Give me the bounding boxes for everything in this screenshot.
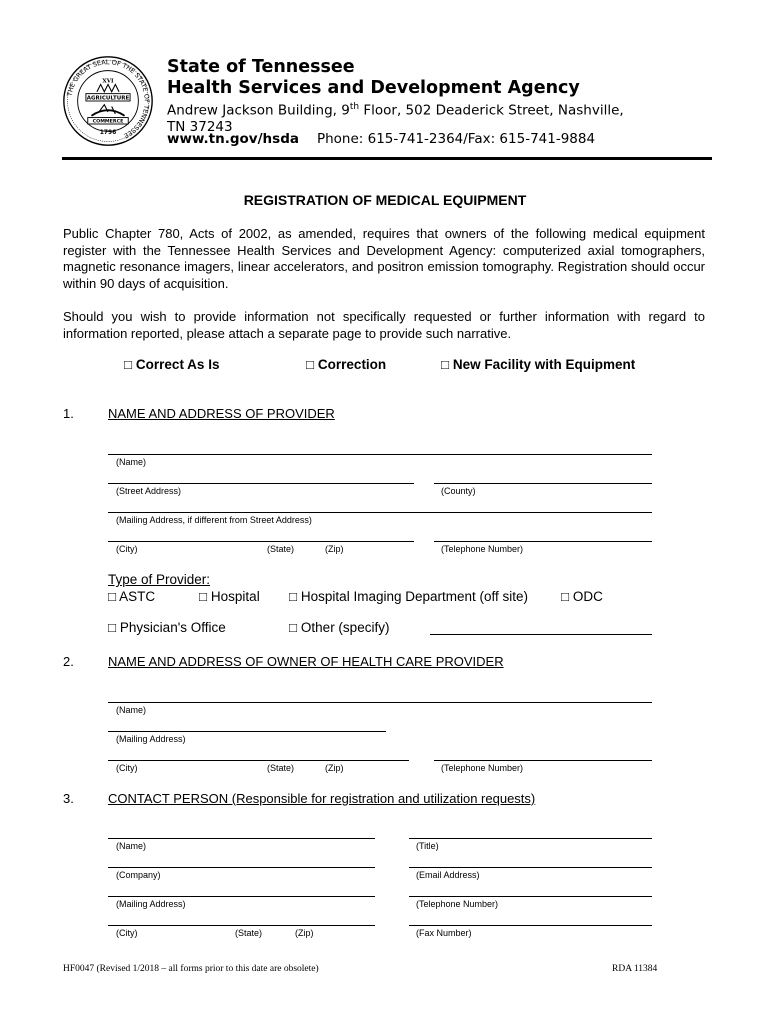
svg-text:COMMERCE: COMMERCE [92,119,124,125]
form-title: REGISTRATION OF MEDICAL EQUIPMENT [243,192,527,208]
svg-text:THE GREAT SEAL OF THE STATE OF: THE GREAT SEAL OF THE STATE OF TENNESSEE [65,58,151,140]
section-1-number: 1. [63,406,74,421]
checkbox-icon: □ [108,620,117,635]
checkbox-hospital[interactable]: □ Hospital [199,589,260,604]
svg-text:1796: 1796 [99,129,117,137]
contact-email-field[interactable] [409,867,652,868]
checkbox-icon: □ [108,589,117,604]
provider-name-label: (Name) [116,457,147,467]
contact-row [167,131,595,147]
provider-city-label: (City) [116,544,138,554]
section-2-number: 2. [63,654,74,669]
checkbox-physicians-office[interactable]: □ Physician's Office [108,620,226,635]
provider-mailing-label: (Mailing Address, if different from Street Address) [116,515,312,525]
contact-company-label: (Company) [116,870,161,880]
contact-name-field[interactable] [108,838,375,839]
section-3-title: CONTACT PERSON (Responsible for registration and utilization requests) [108,791,536,806]
owner-phone-field[interactable] [434,760,652,761]
contact-zip-label: (Zip) [295,928,314,938]
section-2-title: NAME AND ADDRESS OF OWNER OF HEALTH CARE PROVIDER [108,654,504,669]
checkbox-other[interactable]: □ Other (specify) [289,620,390,635]
section-3-number: 3. [63,791,74,806]
owner-state-label: (State) [267,763,295,773]
checkbox-icon: □ [306,357,315,372]
provider-county-field[interactable] [434,483,652,484]
state-name: State of Tennessee [167,57,355,77]
contact-company-field[interactable] [108,867,375,868]
checkbox-new-facility[interactable]: □ New Facility with Equipment [441,357,636,372]
intro-paragraph: Public Chapter 780, Acts of 2002, as amended, requires that owners of the following medical equipment register with the Tennessee Health Services and Development Agency: computerized axial tomographers, magnetic resonance imagers, linear accelerators, and positron emission tomography. Registration should occur within 90 days of acquisition. [63,226,705,291]
checkbox-icon: □ [289,589,298,604]
checkbox-correction[interactable]: □ Correction [306,357,387,372]
contact-city-label: (City) [116,928,138,938]
contact-state-label: (State) [235,928,263,938]
provider-county-label: (County) [441,486,476,496]
agency-address: Andrew Jackson Building, 9th Floor, 502 Deaderick Street, Nashville, TN 37243 [167,102,624,135]
provider-state-label: (State) [267,544,295,554]
contact-email-label: (Email Address) [416,870,480,880]
checkbox-correct-as-is[interactable]: □ Correct As Is [124,357,220,372]
owner-name-field[interactable] [108,702,652,703]
provider-city-state-zip-field[interactable] [108,541,414,542]
provider-mailing-field[interactable] [108,512,652,513]
provider-zip-label: (Zip) [325,544,344,554]
checkbox-icon: □ [199,589,208,604]
checkbox-icon: □ [561,589,570,604]
rda-number-footer: RDA 11384 [612,964,658,974]
checkbox-hospital-imaging[interactable]: □ Hospital Imaging Department (off site) [289,589,529,604]
contact-fax-label: (Fax Number) [416,928,472,938]
checkbox-odc[interactable]: □ ODC [561,589,603,604]
contact-phone-label: (Telephone Number) [416,899,499,909]
other-specify-field[interactable] [430,634,652,635]
form-revision-footer: HF0047 (Revised 1/2018 – all forms prior to this date are obsolete) [63,964,319,974]
checkbox-icon: □ [441,357,450,372]
checkbox-icon: □ [289,620,298,635]
provider-name-field[interactable] [108,454,652,455]
section-1-title: NAME AND ADDRESS OF PROVIDER [108,406,335,421]
contact-name-label: (Name) [116,841,147,851]
header-divider [62,157,712,160]
owner-city-label: (City) [116,763,138,773]
provider-phone-label: (Telephone Number) [441,544,524,554]
contact-title-field[interactable] [409,838,652,839]
agency-website[interactable]: www.tn.gov/hsda [167,131,299,147]
contact-mailing-label: (Mailing Address) [116,899,186,909]
tennessee-state-seal-logo [62,55,154,147]
owner-phone-label: (Telephone Number) [441,763,524,773]
owner-zip-label: (Zip) [325,763,344,773]
provider-phone-field[interactable] [434,541,652,542]
owner-name-label: (Name) [116,705,147,715]
contact-title-label: (Title) [416,841,439,851]
agency-name: Health Services and Development Agency [167,78,580,98]
checkbox-icon: □ [124,357,133,372]
owner-mailing-label: (Mailing Address) [116,734,186,744]
provider-street-label: (Street Address) [116,486,182,496]
contact-city-state-zip-field[interactable] [108,925,375,926]
contact-fax-field[interactable] [409,925,652,926]
owner-mailing-field[interactable] [108,731,386,732]
owner-city-state-zip-field[interactable] [108,760,409,761]
agency-phone-fax: Phone: 615-741-2364/Fax: 615-741-9884 [316,131,596,147]
provider-type-label: Type of Provider: [108,572,211,587]
svg-text:AGRICULTURE: AGRICULTURE [86,95,130,102]
narrative-paragraph: Should you wish to provide information not specifically requested or further information with regard to information reported, please attach a separate page to provide such narrative. [63,309,705,341]
checkbox-astc[interactable]: □ ASTC [108,589,156,604]
svg-text:XVI: XVI [102,78,114,85]
contact-mailing-field[interactable] [108,896,375,897]
provider-street-field[interactable] [108,483,414,484]
contact-phone-field[interactable] [409,896,652,897]
